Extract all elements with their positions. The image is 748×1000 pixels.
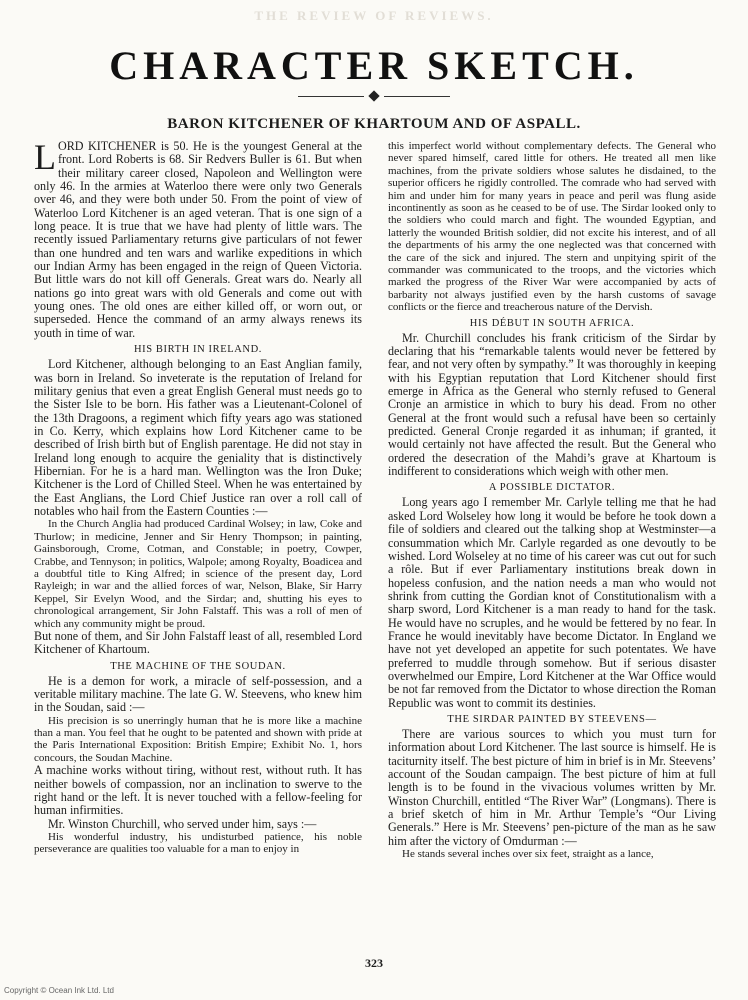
paragraph: Long years ago I remember Mr. Carlyle telling me that he had asked Lord Wolseley how long it would be before he took down a file of soldiers and cleared out the talking shop at Westminster—a consummation which Mr. Carlyle regarded as one devoutly to be wished. Lord Wolseley at no time of his career was cut out for such a rôle. But if ever Parliamentary institutions break down in hopeless confusion, and the nation needs a man who would not shrink from cutting the Gordian knot of Constitutionalism with a sharp sword, Lord Kitchener is a man ready to hand for the task. He would have no scruples, and he would be fettered by no fear. In France he would inevitably have become Dictator. In England we have not yet developed an appetite for such potentates. We have preferred to muddle through somehow. But if serious disaster overwhelmed our Empire, Lord Kitchener at the War Office would be not far removed from the Dictator to whose direction the Roman Republic was wont to commit its destinies.	[388, 495, 716, 710]
paragraph: Lord Kitchener, although belonging to an East Anglian family, was born in Ireland. So inveterate is the reputation of Ireland for military genius that even a great English General must needs go to the Sister Isle to be born. His father was a Lieutenant-Colonel of the 13th Dragoons, a regiment which fifty years ago was stationed in Co. Kerry, which explains how Lord Kitchener came to be described of Irish birth but of English parentage. He did not stay in Ireland long enough to acquire the geniality that is distinctively Hibernian. For he is a hard man. Wellington was the Iron Duke; Kitchener is the Lord of Chilled Steel. When he was entertained by the East Anglians, the Lord Chief Justice ran over a roll call of notables who hail from the Eastern Counties :—	[34, 357, 362, 518]
paragraph: He is a demon for work, a miracle of self-possession, and a veritable military machine. The late G. W. Steevens, who knew him in the Soudan, said :—	[34, 673, 362, 715]
paragraph: Mr. Winston Churchill, who served under him, says :—	[48, 816, 317, 831]
paragraph: There are various sources to which you must turn for information about Lord Kitchener. The last source is himself. He is taciturnity itself. The best picture of him in brief is in Mr. Steevens’ account of the Soudan campaign. The best picture of him at full length is to be found in the vivacious volumes written by Mr. Winston Churchill, entitled “The River War” (Longmans). There is a brief sketch of him in Mr. Arthur Temple’s “Our Living Generals.” Here is Mr. Steevens’ pen-picture of the man as he saw him after the victory of Omdurman :—	[388, 726, 716, 848]
paragraph: But none of them, and Sir John Falstaff least of all, resembled Lord Kitchener of Khartoum.	[34, 628, 362, 657]
copyright-notice: Copyright © Ocean Ink Ltd. Ltd	[4, 986, 114, 995]
drop-cap: L	[34, 140, 56, 177]
section-heading: HIS DÉBUT IN SOUTH AFRICA.	[469, 317, 635, 329]
section-heading: HIS BIRTH IN IRELAND.	[133, 344, 263, 356]
block-quote: His wonderful industry, his undisturbed patience, his noble perseverance are qualities too valuable for a man to enjoy in	[34, 831, 362, 856]
paragraph: LORD KITCHENER is 50. He is the youngest General at the front. Lord Roberts is 68. Sir Redvers Buller is 61. But when their military career closed, Napoleon and Wellington were only 46. In the armies at Waterloo there were only two Generals over 46, and they were both under 50. From the point of view of Waterloo Lord Kitchener is an aged veteran. That is one sign of a long peace. It is true that we have had plenty of little wars. The recently issued Parliamentary returns give particulars of not fewer than one hundred and ten wars and warlike expeditions in which our Indian Army has been engaged in the reign of Queen Victoria. But little wars do not kill off Generals. Great wars do. Nearly all nations go into great wars with old Generals and come out with young ones. The old ones are either killed off, or worn out, or superseded. Hence the command of an army always renews its youth in time of war.	[34, 140, 362, 340]
page-title: CHARACTER SKETCH.	[109, 43, 639, 88]
paragraph: A machine works without tiring, without rest, without ruth. It has neither bowels of compassion, nor an inclination to swerve to the right hand or the left. It is never touched with a fellow-feeling for human infirmities.	[34, 763, 362, 818]
diamond-icon	[368, 90, 379, 101]
title-ornament	[298, 92, 450, 102]
block-quote: this imperfect world without complementary defects. The General who never spared himself, cared little for others. He treated all men like machines, from the private soldiers whose salutes he disdained, to the superior officers he rigidly controlled. The comrade who had served with him and under him for many years in peace and peril was flung aside incontinently as soon as he ceased to be of use. The Sirdar looked only to the soldiers who could march and fight. The wounded Egyptian, and latterly the wounded British soldier, did not excite his interest, and of all the departments of his army the one neglected was that concerned with the care of the sick and injured. The stern and unpitying spirit of the commander was communicated to the troops, and the victories which marked the progress of the River War were accompanied by acts of barbarity not always justified even by the harsh customs of savage conflicts or the fierce and treacherous nature of the Dervish.	[388, 140, 716, 314]
left-column	[34, 140, 362, 958]
section-heading: A POSSIBLE DICTATOR.	[488, 482, 616, 494]
page-number: 323	[365, 956, 383, 970]
section-heading: THE SIRDAR PAINTED BY STEEVENS—	[447, 713, 657, 725]
block-quote: His precision is so unerringly human that he is more like a machine than a man. You feel that he ought to be patented and shown with pride at the Paris International Exposition: British Empire; Exhibit No. 1, hors concours, the Soudan Machine.	[34, 714, 362, 764]
running-head: THE REVIEW OF REVIEWS.	[254, 8, 494, 23]
section-heading: THE MACHINE OF THE SOUDAN.	[110, 660, 286, 672]
block-quote: In the Church Anglia had produced Cardinal Wolsey; in law, Coke and Thurlow; in medicine, Jenner and Sir Henry Thompson; in painting, Gainsborough, Crome, Cotman, and Constable; in poetry, Cowper, Crabbe, and Tennyson; in politics, Walpole; among Royalty, Boadicea and a doubtful title to King Alfred; in science of the present day, Lord Rayleigh; in war and the allied forces of war, Nelson, Blake, Sir Harry Keppel, Sir Evelyn Wood, and the Sirdar; and, shutting his eyes to chronological arrangement, Sir John Falstaff. This was a roll of men of which any community might be proud.	[34, 518, 362, 630]
block-quote: He stands several inches over six feet, straight as a lance,	[402, 848, 654, 861]
paragraph: Mr. Churchill concludes his frank criticism of the Sirdar by declaring that his “remarkable talents would never be fettered by fear, and not very often by sympathy.” It was thoroughly in keeping with his Egyptian reputation that Lord Kitchener should first emerge in Africa as the General who sternly refused to General Cronje an armistice in which to bury his dead. From no other General at the front would such a refusal have been so certainly predicted. General Cronje regarded it as inhuman; if granted, it would certainly not have affected the result. But the General who ordered the desecration of the Mahdi’s grave at Khartoum is indifferent to considerations which weigh with other men.	[388, 330, 716, 479]
right-column	[388, 140, 716, 958]
article-subtitle: BARON KITCHENER OF KHARTOUM AND OF ASPALL.	[167, 116, 581, 132]
